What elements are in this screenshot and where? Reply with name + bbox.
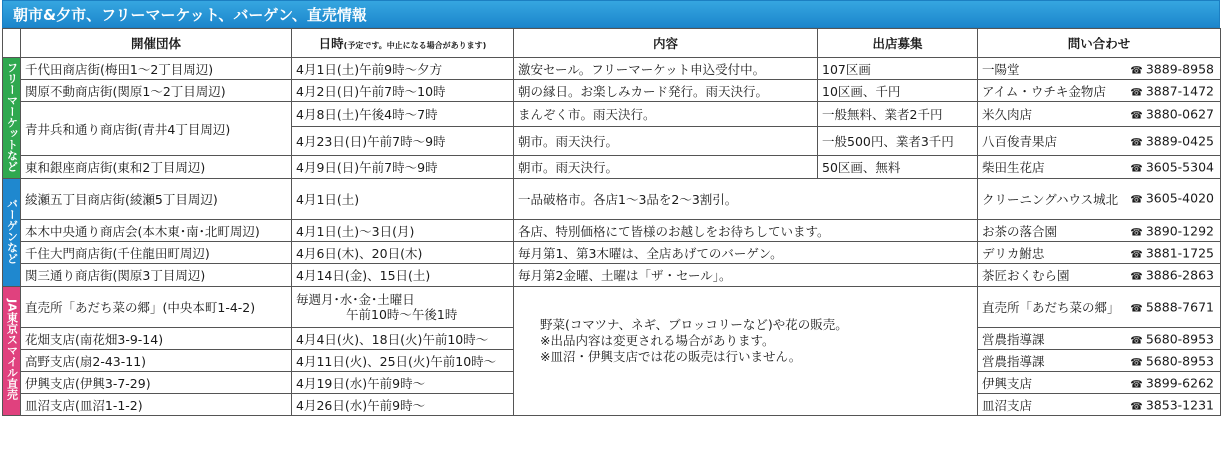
org-cell: 皿沼支店(皿沼1-1-2): [21, 394, 292, 416]
phone-number: 3853-1231: [1145, 397, 1214, 412]
org-cell: 本木中央通り商店会(本木東･南･北町周辺): [21, 220, 292, 242]
content-cell: 朝の縁日。お楽しみカード発行。雨天決行。: [514, 80, 818, 102]
contact-cell: 伊興支店 ☎ 3899-6262: [978, 372, 1221, 394]
date-cell: 4月26日(水)午前9時～: [292, 394, 514, 416]
phone-icon: ☎: [1130, 194, 1143, 206]
org-cell: 千代田商店街(梅田1～2丁目周辺): [21, 58, 292, 80]
info-panel: [2, 0, 1220, 416]
table-row: [3, 102, 1221, 127]
contact-cell: アイム・ウチキ金物店 ☎ 3887-1472: [978, 80, 1221, 102]
phone-icon: ☎: [1130, 335, 1143, 346]
page-title: 朝市&夕市、フリーマーケット、バーゲン、直売情報: [2, 0, 1220, 28]
table-row: [3, 264, 1221, 287]
ja-content-cell: [514, 287, 978, 416]
corner-cell: [3, 29, 21, 58]
contact-cell: 米久肉店 ☎ 3880-0627: [978, 102, 1221, 127]
events-table: [2, 28, 1221, 416]
org-cell: 青井兵和通り商店街(青井4丁目周辺): [21, 102, 292, 156]
phone-icon: ☎: [1130, 227, 1143, 238]
header-vendors: 出店募集: [818, 29, 978, 58]
date-cell: 4月14日(金)、15日(土): [292, 264, 514, 287]
contact-cell: 直売所「あだち菜の郷」 ☎ 5888-7671: [978, 287, 1221, 328]
contact-cell: 八百俊青果店 ☎ 3889-0425: [978, 127, 1221, 156]
date-cell: 4月1日(土)～3日(月): [292, 220, 514, 242]
header-date: 日時(予定です。中止になる場合があります): [292, 29, 514, 58]
org-cell: 伊興支店(伊興3-7-29): [21, 372, 292, 394]
date-cell: 4月23日(日)午前7時～9時: [292, 127, 514, 156]
phone-icon: ☎: [1130, 249, 1143, 260]
table-row: [3, 287, 1221, 328]
content-cell: 朝市。雨天決行。: [514, 156, 818, 179]
phone-number: 3890-1292: [1145, 223, 1214, 238]
phone-number: 3605-4020: [1145, 190, 1214, 206]
vendors-cell: 107区画: [818, 58, 978, 80]
phone-icon: ☎: [1130, 87, 1143, 98]
phone-icon: ☎: [1130, 303, 1143, 315]
table-row: [3, 156, 1221, 179]
ja-content-line-3: ※皿沼・伊興支店では花の販売は行いません。: [540, 349, 802, 364]
group-label-bargain: バーゲンなど: [3, 179, 21, 287]
table-row: [3, 242, 1221, 264]
phone-number: 3899-6262: [1145, 375, 1214, 390]
phone-icon: ☎: [1130, 357, 1143, 368]
date-line-1: 毎週月･水･金･土曜日: [296, 292, 415, 307]
content-cell: 激安セール。フリーマーケット申込受付中。: [514, 58, 818, 80]
contact-cell: 営農指導課 ☎ 5680-8953: [978, 328, 1221, 350]
header-contact: 問い合わせ: [978, 29, 1221, 58]
date-cell: 4月1日(土)午前9時～夕方: [292, 58, 514, 80]
phone-number: 3889-8958: [1145, 61, 1214, 76]
date-cell: 4月1日(土): [292, 179, 514, 220]
contact-cell: デリカ鮒忠 ☎ 3881-1725: [978, 242, 1221, 264]
org-cell: 千住大門商店街(千住龍田町周辺): [21, 242, 292, 264]
header-row: [3, 29, 1221, 58]
content-cell: 毎月第2金曜、土曜は「ザ・セール」。: [514, 264, 978, 287]
phone-icon: ☎: [1130, 163, 1143, 175]
org-cell: 東和銀座商店街(東和2丁目周辺): [21, 156, 292, 179]
date-cell: [292, 287, 514, 328]
phone-icon: ☎: [1130, 271, 1143, 283]
phone-number: 3605-5304: [1145, 159, 1214, 175]
contact-cell: 皿沼支店 ☎ 3853-1231: [978, 394, 1221, 416]
phone-number: 5680-8953: [1145, 353, 1214, 368]
org-cell: 直売所「あだち菜の郷」(中央本町1-4-2): [21, 287, 292, 328]
table-row: [3, 58, 1221, 80]
org-cell: 関原不動商店街(関原1～2丁目周辺): [21, 80, 292, 102]
content-cell: まんぞく市。雨天決行。: [514, 102, 818, 127]
vendors-cell: 一般500円、業者3千円: [818, 127, 978, 156]
phone-number: 3887-1472: [1145, 83, 1214, 98]
phone-number: 3881-1725: [1145, 245, 1214, 260]
contact-cell: 一陽堂 ☎ 3889-8958: [978, 58, 1221, 80]
contact-cell: 営農指導課 ☎ 5680-8953: [978, 350, 1221, 372]
phone-icon: ☎: [1130, 379, 1143, 390]
date-line-2: 午前10時～午後1時: [346, 307, 458, 322]
group-label-flea: フリーマーケットなど: [3, 58, 21, 179]
date-cell: 4月4日(火)、18日(火)午前10時～: [292, 328, 514, 350]
vendors-cell: 10区画、千円: [818, 80, 978, 102]
content-cell: 一品破格市。各店1～3品を2～3割引。: [514, 179, 978, 220]
header-content: 内容: [514, 29, 818, 58]
contact-cell: お茶の落合園 ☎ 3890-1292: [978, 220, 1221, 242]
date-cell: 4月11日(火)、25日(火)午前10時～: [292, 350, 514, 372]
date-cell: 4月2日(日)午前7時～10時: [292, 80, 514, 102]
table-row: [3, 179, 1221, 220]
group-label-ja: JA東京スマイル直売: [3, 287, 21, 416]
date-cell: 4月19日(水)午前9時～: [292, 372, 514, 394]
ja-content-line-2: ※出品内容は変更される場合があります。: [540, 333, 775, 348]
date-cell: 4月8日(土)午後4時～7時: [292, 102, 514, 127]
phone-number: 3889-0425: [1145, 133, 1214, 149]
org-cell: 関三通り商店街(関原3丁目周辺): [21, 264, 292, 287]
ja-content-line-1: 野菜(コマツナ、ネギ、ブロッコリーなど)や花の販売。: [540, 317, 848, 332]
phone-icon: ☎: [1130, 137, 1143, 149]
header-date-note: (予定です。中止になる場合があります): [343, 41, 487, 50]
vendors-cell: 一般無料、業者2千円: [818, 102, 978, 127]
date-cell: 4月9日(日)午前7時～9時: [292, 156, 514, 179]
phone-icon: ☎: [1130, 110, 1143, 122]
contact-cell: 茶匠おくむら園 ☎ 3886-2863: [978, 264, 1221, 287]
phone-icon: ☎: [1130, 65, 1143, 76]
contact-cell: クリーニングハウス城北 ☎ 3605-4020: [978, 179, 1221, 220]
phone-number: 3886-2863: [1145, 267, 1214, 283]
table-row: [3, 80, 1221, 102]
phone-number: 5680-8953: [1145, 331, 1214, 346]
table-row: [3, 220, 1221, 242]
vendors-cell: 50区画、無料: [818, 156, 978, 179]
contact-cell: 柴田生花店 ☎ 3605-5304: [978, 156, 1221, 179]
content-cell: 各店、特別価格にて皆様のお越しをお待ちしています。: [514, 220, 978, 242]
phone-icon: ☎: [1130, 401, 1143, 412]
org-cell: 高野支店(扇2-43-11): [21, 350, 292, 372]
header-org: 開催団体: [21, 29, 292, 58]
date-cell: 4月6日(木)、20日(木): [292, 242, 514, 264]
phone-number: 5888-7671: [1145, 299, 1214, 315]
content-cell: 朝市。雨天決行。: [514, 127, 818, 156]
org-cell: 花畑支店(南花畑3-9-14): [21, 328, 292, 350]
org-cell: 綾瀬五丁目商店街(綾瀬5丁目周辺): [21, 179, 292, 220]
phone-number: 3880-0627: [1145, 106, 1214, 122]
content-cell: 毎月第1、第3木曜は、全店あげてのバーゲン。: [514, 242, 978, 264]
